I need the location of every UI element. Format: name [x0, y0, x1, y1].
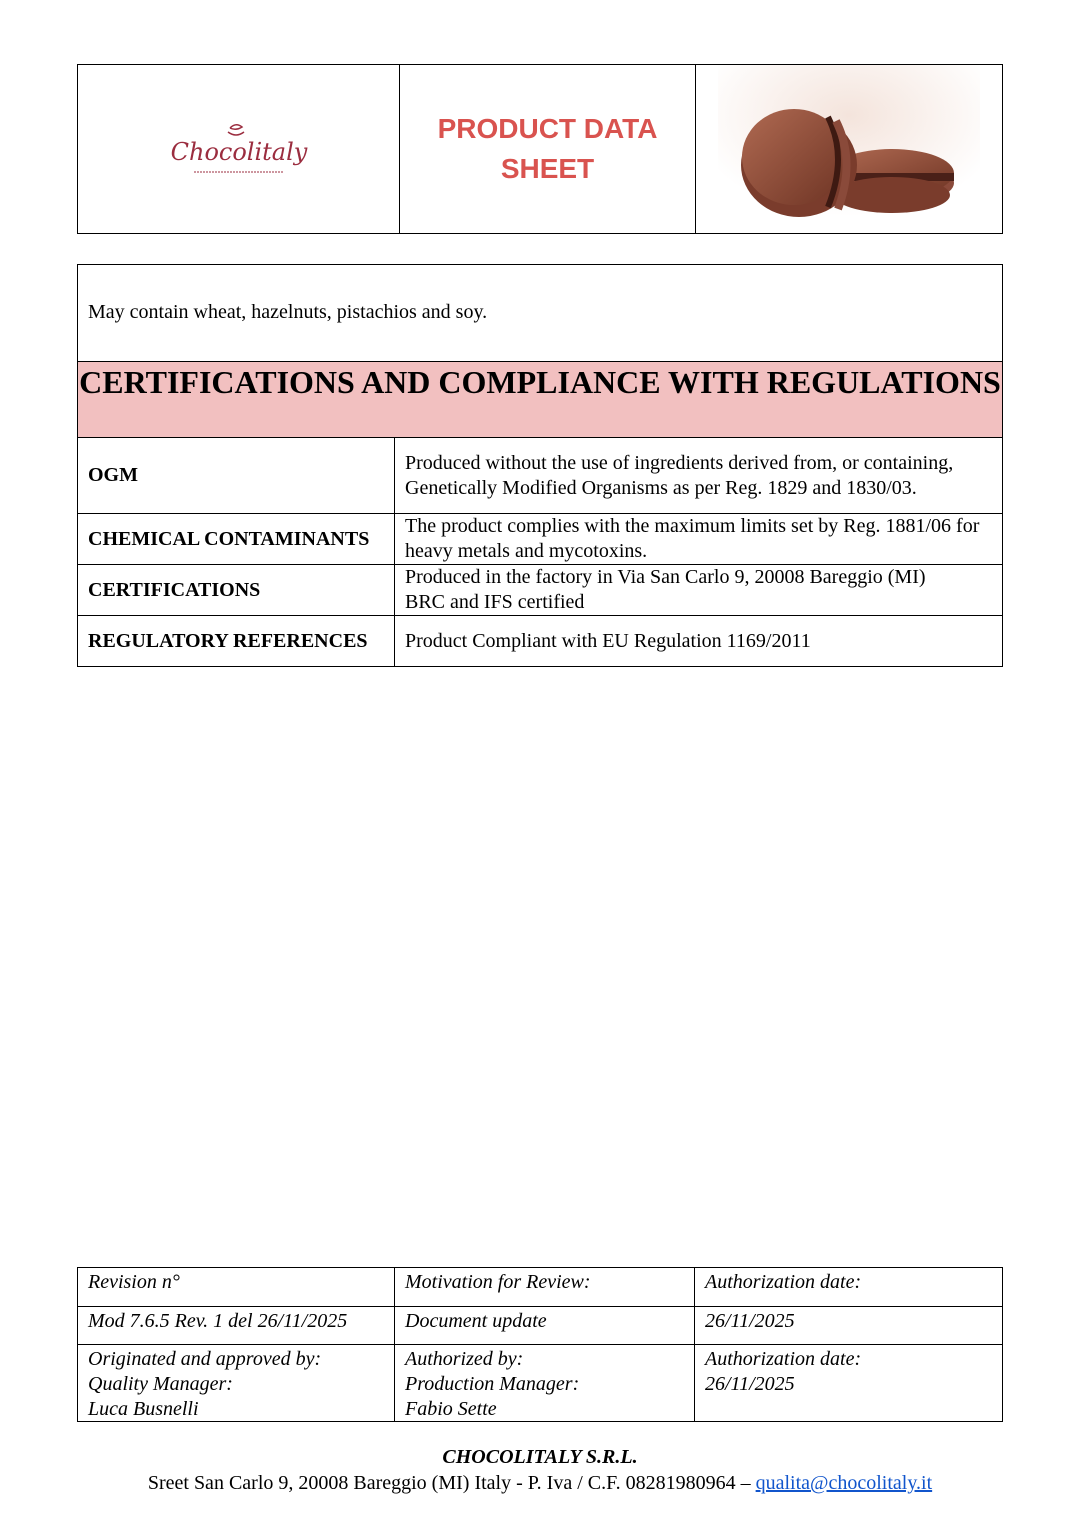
- allergen-note: May contain wheat, hazelnuts, pistachios and soy.: [78, 265, 1002, 362]
- table-row: [78, 1345, 1002, 1421]
- header-table: [77, 64, 1003, 234]
- row-label-ogm: OGM: [78, 438, 395, 513]
- authorization-date-header: Authorization date:: [705, 1271, 862, 1293]
- logo-cell: [78, 65, 400, 233]
- macaron-photo: [696, 65, 1002, 233]
- logo-wordmark: Chocolitaly: [170, 138, 307, 166]
- address-text: Sreet San Carlo 9, 20008 Bareggio (MI) Italy - P. Iva / C.F. 08281980964 –: [147, 1472, 751, 1494]
- motivation-value: Document update: [395, 1307, 695, 1344]
- authorization-date-value: 26/11/2025: [705, 1310, 795, 1332]
- table-row: [78, 438, 1002, 514]
- company-address: [0, 1472, 1080, 1495]
- main-table: [77, 264, 1003, 667]
- table-row: [78, 565, 1002, 616]
- table-row: [78, 1268, 1002, 1307]
- row-label-chemical-contaminants: CHEMICAL CONTAMINANTS: [78, 514, 395, 564]
- originated-by-cell: [78, 1345, 395, 1421]
- row-label-regulatory-references: REGULATORY REFERENCES: [78, 616, 395, 666]
- table-row: [78, 1307, 1002, 1345]
- row-value-ogm: Produced without the use of ingredients derived from, or containing, Genetically Modified Organisms as per Reg. 1829 and 1830/03.: [405, 451, 954, 499]
- email-link[interactable]: qualita@chocolitaly.it: [755, 1472, 933, 1494]
- certifications-line-1: Produced in the factory in Via San Carlo 9, 20008 Bareggio (MI): [405, 566, 926, 588]
- row-value-chemical-contaminants: The product complies with the maximum limits set by Reg. 1881/06 for heavy metals and mycotoxins.: [405, 515, 980, 562]
- chocolitaly-logo: [164, 114, 314, 184]
- revision-table: [77, 1267, 1003, 1422]
- row-value-regulatory-references: Product Compliant with EU Regulation 1169/2011: [405, 629, 811, 652]
- company-name: CHOCOLITALY S.R.L.: [442, 1446, 638, 1468]
- authorized-by-label: Authorized by:: [405, 1348, 524, 1370]
- motivation-header: Motivation for Review:: [395, 1268, 695, 1306]
- table-row: [78, 514, 1002, 565]
- authorization-date-label: Authorization date:: [705, 1348, 862, 1370]
- quality-manager-label: Quality Manager:: [88, 1373, 233, 1395]
- authorized-by-cell: [395, 1345, 695, 1421]
- originated-label: Originated and approved by:: [88, 1348, 322, 1370]
- certifications-line-2: BRC and IFS certified: [405, 591, 585, 613]
- production-manager-name: Fabio Sette: [405, 1398, 497, 1420]
- title-cell: [400, 65, 696, 233]
- certifications-heading: CERTIFICATIONS AND COMPLIANCE WITH REGULATIONS: [78, 362, 1002, 438]
- row-label-certifications: CERTIFICATIONS: [78, 565, 395, 615]
- authorization-date: 26/11/2025: [705, 1373, 795, 1395]
- document-title: PRODUCT DATA SHEET: [437, 113, 658, 184]
- quality-manager-name: Luca Busnelli: [88, 1398, 199, 1420]
- table-row: [78, 616, 1002, 666]
- revision-header: Revision n°: [78, 1268, 395, 1306]
- row-value-certifications: [395, 565, 1002, 615]
- production-manager-label: Production Manager:: [405, 1373, 580, 1395]
- authorization-cell: [695, 1345, 1002, 1421]
- revision-value: Mod 7.6.5 Rev. 1 del 26/11/2025: [78, 1307, 395, 1344]
